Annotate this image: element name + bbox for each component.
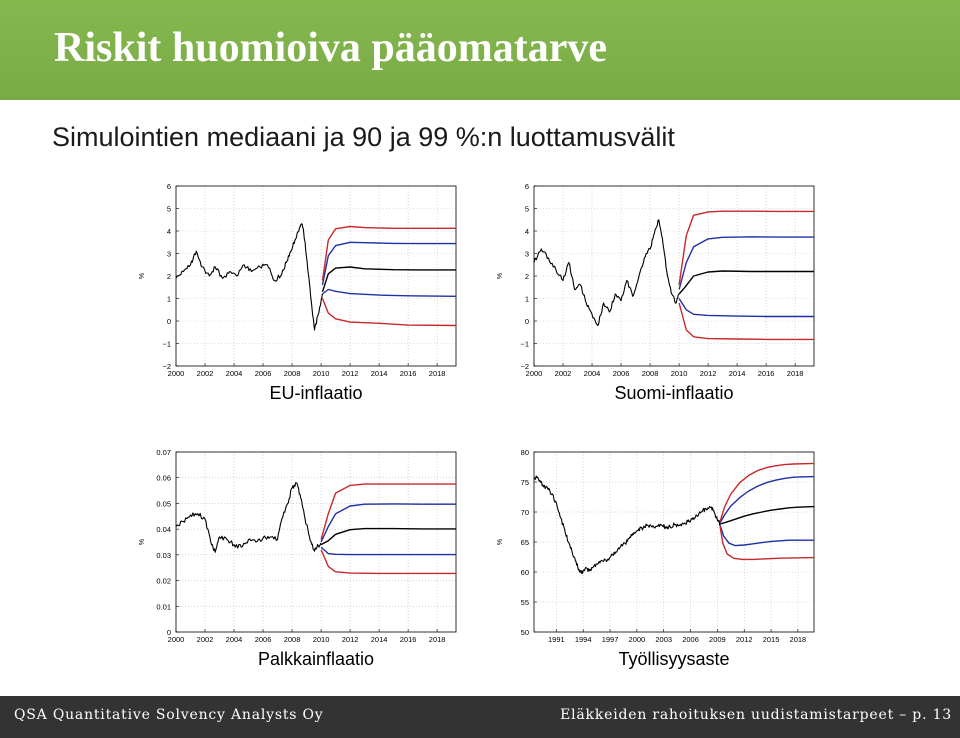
y-tick-label: −2 [520,362,529,371]
series-line-90-yl-raja [720,477,814,523]
x-tick-label: 2006 [254,635,272,644]
y-tick-label: −1 [162,339,171,349]
y-tick-label: 55 [520,598,529,607]
series-line-90-alaraja [720,525,814,545]
history-line [176,224,323,330]
chart-svg [488,176,828,426]
y-tick-label: 1 [524,294,529,304]
y-tick-label: 6 [524,182,529,191]
chart-suomi-inflaatio [488,176,828,426]
y-axis-label: % [497,272,504,280]
series-line-mediaani [679,271,814,294]
x-tick-label: 2010 [670,369,688,378]
y-tick-label: −2 [162,362,171,371]
y-tick-label: 3 [166,249,171,259]
y-tick-label: 0.02 [156,576,171,586]
x-tick-label: 2018 [428,635,446,644]
y-tick-label: 5 [524,204,529,214]
x-tick-label: 2006 [682,635,699,644]
y-tick-label: 0.01 [156,602,171,612]
chart-palkkainflaatio [130,442,470,692]
x-tick-label: 2016 [399,635,417,644]
x-tick-label: 2016 [757,369,775,378]
series-line-mediaani [321,529,456,545]
x-tick-label: 2000 [167,369,185,378]
series-line-90-yl-raja [679,237,814,290]
x-tick-label: 2002 [554,369,572,378]
y-axis-label: % [139,272,146,280]
y-tick-label: 0.03 [156,550,171,560]
x-tick-label: 2014 [370,369,388,378]
y-tick-label: 70 [520,508,529,517]
series-line-90-alaraja [323,290,457,297]
history-line [534,476,720,573]
x-tick-label: 2003 [655,635,673,644]
x-tick-label: 2006 [612,369,630,378]
y-tick-label: 60 [520,568,529,577]
chart-title: Suomi-inflaatio [614,383,734,403]
chart-title: Työllisyysaste [618,649,730,669]
chart-tyollisyysaste [488,442,828,692]
x-tick-label: 2002 [196,369,214,378]
history-line [534,220,679,326]
chart-svg [130,442,470,692]
y-axis-label: % [139,538,146,546]
y-tick-label: 4 [166,227,171,236]
x-tick-label: 2008 [641,369,659,378]
series-line-mediaani [323,267,457,292]
series-line-90-alaraja [679,299,814,317]
footer-bar [0,696,960,738]
x-tick-label: 2004 [583,369,601,378]
y-tick-label: 6 [166,182,171,191]
x-tick-label: 2012 [341,635,359,644]
y-tick-label: 0.05 [156,499,171,509]
series-line-99-yl-raja [321,484,456,539]
series-line-99-alaraja [720,526,814,559]
y-tick-label: 2 [166,272,171,281]
x-tick-label: 2010 [312,369,330,378]
series-line-90-yl-raja [321,504,456,542]
y-tick-label: 75 [520,478,529,487]
series-line-99-alaraja [323,299,457,326]
series-line-mediaani [720,507,814,524]
y-tick-label: 1 [166,294,171,304]
x-tick-label: 2016 [399,369,417,378]
series-line-99-yl-raja [720,463,814,521]
x-tick-label: 1997 [601,635,619,644]
chart-eu-inflaatio [130,176,470,426]
x-tick-label: 2004 [225,369,243,378]
y-tick-label: 0 [524,317,529,326]
x-tick-label: 2008 [283,369,301,378]
slide-subtitle: Simulointien mediaani ja 90 ja 99 %:n luottamusvälit [52,122,675,152]
x-tick-label: 2015 [762,635,780,644]
x-tick-label: 2000 [525,369,543,378]
chart-svg [130,176,470,426]
series-line-99-alaraja [321,550,456,574]
x-tick-label: 2002 [196,635,214,644]
x-tick-label: 1991 [548,635,565,644]
x-tick-label: 2004 [225,635,243,644]
y-tick-label: 0.06 [156,473,171,483]
y-tick-label: 0 [166,317,171,326]
footer-page-info: Eläkkeiden rahoituksen uudistamistarpeet – p. 13 [560,707,952,723]
y-tick-label: 0.04 [156,525,171,535]
footer-company: QSA Quantitative Solvency Analysts Oy [14,707,324,723]
x-tick-label: 2012 [699,369,717,378]
title-bar [0,0,960,100]
x-tick-label: 2008 [283,635,301,644]
chart-title: EU-inflaatio [269,383,363,403]
y-tick-label: 4 [524,227,529,236]
x-tick-label: 2018 [789,635,807,644]
x-tick-label: 2018 [428,369,446,378]
x-tick-label: 1994 [574,635,592,644]
chart-title: Palkkainflaatio [257,649,375,669]
series-line-90-alaraja [321,547,456,555]
history-line [176,483,321,553]
slide-title: Riskit huomioiva pääomatarve [54,25,608,71]
x-tick-label: 2010 [312,635,330,644]
chart-svg [488,442,828,692]
y-tick-label: 65 [520,538,529,547]
y-tick-label: −1 [520,339,529,349]
x-tick-label: 2000 [628,635,646,644]
x-tick-label: 2012 [735,635,753,644]
y-tick-label: 0 [166,628,171,637]
y-tick-label: 0.07 [156,448,171,457]
x-tick-label: 2009 [709,635,726,644]
x-tick-label: 2018 [786,369,804,378]
x-tick-label: 2006 [254,369,272,378]
x-tick-label: 2014 [728,369,746,378]
x-tick-label: 2000 [167,635,185,644]
y-tick-label: 80 [520,448,529,457]
series-line-90-yl-raja [323,242,457,285]
y-tick-label: 2 [524,272,529,281]
y-tick-label: 50 [520,628,529,637]
y-tick-label: 3 [524,249,529,259]
x-tick-label: 2014 [370,635,388,644]
y-tick-label: 5 [166,204,171,214]
x-tick-label: 2012 [341,369,359,378]
y-axis-label: % [497,538,504,546]
